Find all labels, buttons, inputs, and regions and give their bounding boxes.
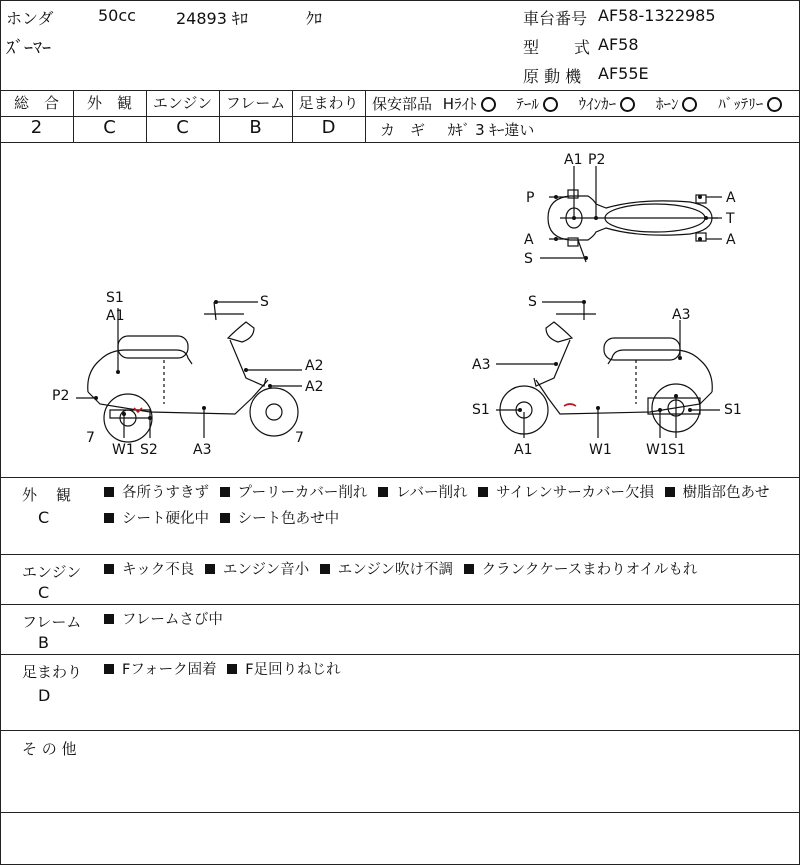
bullet-square-icon <box>478 487 488 497</box>
rust-mark-icon <box>564 404 576 406</box>
frame-no: AF58-1322985 <box>598 6 716 25</box>
bullet-square-icon <box>320 564 330 574</box>
diagram-label: 7 <box>295 430 304 446</box>
diagram-label: S1 <box>106 290 124 306</box>
type-label: 型 式 <box>523 38 592 57</box>
engine-label: 原 動 機 <box>523 67 582 86</box>
safety-item-battery: ﾊﾞｯﾃﾘｰ <box>718 95 764 113</box>
bullet-square-icon <box>464 564 474 574</box>
ok-circle-icon <box>481 97 496 112</box>
diagram-label: A1 <box>106 308 125 324</box>
grade-header-overall: 総 合 <box>13 94 59 112</box>
diagram-label: S2 <box>140 442 158 458</box>
damage-diagram <box>0 142 800 478</box>
diagram-label: S <box>260 294 269 310</box>
safety-item-tail: ﾃｰﾙ <box>516 95 539 113</box>
bullet-square-icon <box>104 614 114 624</box>
section-label: フレーム <box>22 613 82 631</box>
engine-value: AF55E <box>598 64 649 83</box>
bullet-square-icon <box>104 664 114 674</box>
divider <box>0 477 800 478</box>
frame-no-label: 車台番号 <box>523 9 588 28</box>
diagram-label: W1 <box>112 442 135 458</box>
diagram-label: S1 <box>668 442 686 458</box>
safety-item-headlight: Hﾗｲﾄ <box>442 95 477 113</box>
divider <box>365 90 366 142</box>
bullet-square-icon <box>104 564 114 574</box>
section-remarks: Fフォーク固着 F足回りねじれ <box>104 657 347 683</box>
diagram-label: W1 <box>589 442 612 458</box>
bullet-square-icon <box>104 487 114 497</box>
mileage: 24893 ｷﾛ <box>176 9 248 28</box>
displacement: 50cc <box>98 6 136 25</box>
ok-circle-icon <box>543 97 558 112</box>
diagram-label: A3 <box>193 442 212 458</box>
ok-circle-icon <box>620 97 635 112</box>
divider <box>0 604 800 605</box>
diagram-label: 7 <box>86 430 95 446</box>
grade-value-exterior: C <box>103 117 116 138</box>
section-label: 足まわり <box>22 663 83 681</box>
key-info <box>380 119 534 140</box>
divider <box>0 654 800 655</box>
diagram-label: A1 <box>564 152 583 168</box>
diagram-label: S <box>524 251 533 267</box>
diagram-label: A2 <box>305 379 324 395</box>
key-label: カ ギ <box>380 121 426 139</box>
ok-circle-icon <box>682 97 697 112</box>
grade-value-frame: B <box>249 117 262 138</box>
diagram-label: P2 <box>588 152 606 168</box>
divider <box>0 554 800 555</box>
diagram-label: A <box>524 232 534 248</box>
section-grade: C <box>38 508 50 527</box>
diagram-label: S1 <box>724 402 742 418</box>
diagram-label: S <box>528 294 537 310</box>
section-label: そ の 他 <box>22 740 77 758</box>
diagram-label: T <box>726 211 735 227</box>
diagram-label: W1 <box>646 442 669 458</box>
diagram-label: A1 <box>514 442 533 458</box>
section-grade: B <box>38 633 49 652</box>
diagram-label: A2 <box>305 358 324 374</box>
grade-header-engine: エンジン <box>152 94 213 112</box>
section-grade: C <box>38 583 50 602</box>
diagram-label: A <box>726 232 736 248</box>
bullet-square-icon <box>220 513 230 523</box>
divider <box>0 90 800 91</box>
bullet-square-icon <box>665 487 675 497</box>
bullet-square-icon <box>227 664 237 674</box>
bullet-square-icon <box>220 487 230 497</box>
type-value: AF58 <box>598 35 639 54</box>
diagram-label: P <box>526 190 535 206</box>
section-grade: D <box>38 686 51 705</box>
section-remarks: 各所うすきず プーリーカバー削れ レバー削れ サイレンサーカバー欠損 樹脂部色あせ シート硬化中 シート色あせ中 <box>104 480 788 532</box>
bullet-square-icon <box>378 487 388 497</box>
diagram-label: A3 <box>472 357 491 373</box>
divider <box>0 812 800 813</box>
section-remarks: フレームさび中 <box>104 607 229 633</box>
section-label: エンジン <box>22 563 82 581</box>
key-value: ｶｷﾞ 3 ｷｰ違い <box>447 121 535 139</box>
diagram-label: P2 <box>52 388 70 404</box>
ok-circle-icon <box>767 97 782 112</box>
maker: ホンダ <box>6 9 54 28</box>
grade-header-suspension: 足まわり <box>298 94 359 112</box>
section-remarks: キック不良 エンジン音小 エンジン吹け不調 クランクケースまわりオイルもれ <box>104 557 703 583</box>
diagram-label: S1 <box>472 402 490 418</box>
safety-label: 保安部品 <box>372 95 433 113</box>
bullet-square-icon <box>104 513 114 523</box>
grade-value-engine: C <box>176 117 189 138</box>
grade-value-suspension: D <box>321 117 336 138</box>
grade-value-overall: 2 <box>30 117 43 138</box>
section-label: 外 観 <box>22 486 74 504</box>
safety-item-winker: ｳｲﾝｶｰ <box>578 95 617 113</box>
grade-header-frame: フレーム <box>225 94 286 112</box>
diagram-label: A3 <box>672 307 691 323</box>
grade-header-exterior: 外 観 <box>86 94 132 112</box>
safety-parts <box>372 93 782 114</box>
safety-item-horn: ﾎｰﾝ <box>655 95 679 113</box>
diagram-label: A <box>726 190 736 206</box>
divider <box>0 730 800 731</box>
model-name: ｽﾞｰﾏｰ <box>6 38 51 59</box>
bullet-square-icon <box>205 564 215 574</box>
color: ｸﾛ <box>306 9 323 28</box>
